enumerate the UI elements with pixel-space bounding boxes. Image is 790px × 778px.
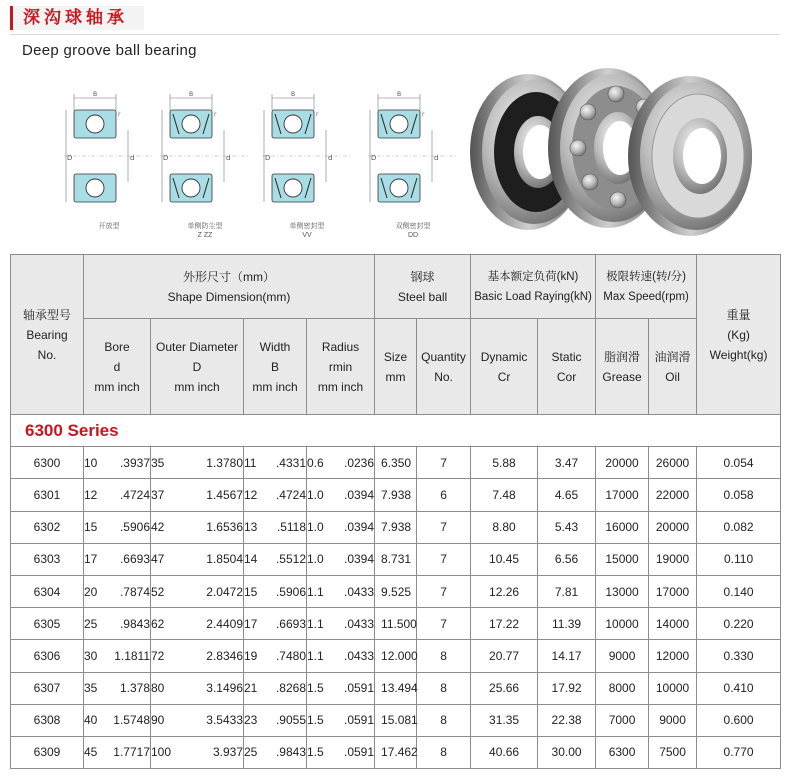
cell-radius: 0.6 .0236 [307, 447, 375, 479]
svg-text:r: r [118, 111, 121, 118]
cell-dynamic: 10.45 [471, 543, 538, 575]
cell-ball-size: 7.938 [375, 479, 417, 511]
col-radius: Radius rmin mm inch [307, 319, 375, 415]
cell-weight: 0.770 [697, 736, 781, 768]
cell-weight: 0.330 [697, 640, 781, 672]
cell-static: 22.38 [538, 704, 596, 736]
svg-text:d: d [226, 154, 231, 162]
cell-ball-quantity: 7 [417, 447, 471, 479]
cell-outer-diameter: 35 1.3780 [151, 447, 244, 479]
cell-ball-quantity: 8 [417, 704, 471, 736]
bearing-section-drawing [368, 90, 458, 220]
cell-dynamic: 31.35 [471, 704, 538, 736]
svg-text:d: d [434, 154, 439, 162]
bearing-photo [468, 62, 768, 244]
cell-outer-diameter: 47 1.8504 [151, 543, 244, 575]
cell-weight: 0.140 [697, 575, 781, 607]
series-row [11, 415, 781, 447]
diagram-shield-type [160, 90, 250, 240]
cell-ball-quantity: 8 [417, 672, 471, 704]
cell-radius: 1.1 .0433 [307, 575, 375, 607]
table-row [11, 640, 781, 672]
cell-ball-size: 7.938 [375, 511, 417, 543]
bearing-section-drawing [160, 90, 250, 220]
cell-grease: 7000 [596, 704, 649, 736]
svg-text:B: B [397, 91, 402, 98]
col-oil: 油润滑 Oil [649, 319, 697, 415]
cell-dynamic: 20.77 [471, 640, 538, 672]
cell-bore: 20 .7874 [84, 575, 151, 607]
cell-bore: 35 1.378 [84, 672, 151, 704]
cell-width: 15 .5906 [244, 575, 307, 607]
svg-text:D: D [371, 154, 377, 162]
col-ball-size: Size mm [375, 319, 417, 415]
cell-dynamic: 8.80 [471, 511, 538, 543]
cell-ball-size: 12.000 [375, 640, 417, 672]
cell-weight: 0.220 [697, 608, 781, 640]
cell-bearing-no: 6309 [11, 736, 84, 768]
cell-grease: 16000 [596, 511, 649, 543]
cell-ball-size: 6.350 [375, 447, 417, 479]
cell-ball-quantity: 6 [417, 479, 471, 511]
svg-text:D: D [67, 154, 73, 162]
svg-text:B: B [189, 91, 194, 98]
table-row [11, 479, 781, 511]
cell-ball-size: 11.500 [375, 608, 417, 640]
svg-text:D: D [163, 154, 169, 162]
col-bore: Bore d mm inch [84, 319, 151, 415]
cell-bearing-no: 6306 [11, 640, 84, 672]
cell-width: 25 .9843 [244, 736, 307, 768]
cell-width: 14 .5512 [244, 543, 307, 575]
table-row [11, 672, 781, 704]
table-row [11, 575, 781, 607]
diagram-caption: 开放型 [98, 223, 120, 230]
cell-ball-size: 8.731 [375, 543, 417, 575]
cell-bearing-no: 6302 [11, 511, 84, 543]
diagram-caption-code: VV [302, 232, 312, 239]
cell-width: 11 .4331 [244, 447, 307, 479]
cell-static: 7.81 [538, 575, 596, 607]
cell-weight: 0.110 [697, 543, 781, 575]
cell-dynamic: 7.48 [471, 479, 538, 511]
cell-width: 19 .7480 [244, 640, 307, 672]
cell-bearing-no: 6301 [11, 479, 84, 511]
cell-width: 23 .9055 [244, 704, 307, 736]
cell-bore: 17 .6693 [84, 543, 151, 575]
cell-dynamic: 12.26 [471, 575, 538, 607]
col-static: Static Cor [538, 319, 596, 415]
cell-radius: 1.0 .0394 [307, 511, 375, 543]
cell-grease: 13000 [596, 575, 649, 607]
cell-oil: 9000 [649, 704, 697, 736]
cell-grease: 9000 [596, 640, 649, 672]
cell-bore: 12 .4724 [84, 479, 151, 511]
col-outer-diameter: Outer Diameter D mm inch [151, 319, 244, 415]
title-divider [10, 34, 780, 35]
cell-weight: 0.058 [697, 479, 781, 511]
cell-bore: 10 .3937 [84, 447, 151, 479]
cell-bearing-no: 6300 [11, 447, 84, 479]
cell-weight: 0.054 [697, 447, 781, 479]
bearing-section-drawing [262, 90, 352, 220]
cell-outer-diameter: 37 1.4567 [151, 479, 244, 511]
cell-static: 6.56 [538, 543, 596, 575]
svg-text:B: B [291, 91, 296, 98]
cell-static: 5.43 [538, 511, 596, 543]
cell-bore: 45 1.7717 [84, 736, 151, 768]
cell-bore: 25 .9843 [84, 608, 151, 640]
cell-radius: 1.1 .0433 [307, 640, 375, 672]
col-weight: 重量 (Kg) Weight(kg) [697, 255, 781, 415]
spec-table [10, 254, 781, 769]
svg-text:D: D [265, 154, 271, 162]
cell-bearing-no: 6303 [11, 543, 84, 575]
cell-radius: 1.0 .0394 [307, 479, 375, 511]
cell-bearing-no: 6305 [11, 608, 84, 640]
cell-outer-diameter: 52 2.0472 [151, 575, 244, 607]
cell-weight: 0.600 [697, 704, 781, 736]
diagram-caption-code: DD [407, 232, 419, 239]
cell-ball-size: 15.081 [375, 704, 417, 736]
col-max-speed: 极限转速(转/分) Max Speed(rpm) [596, 255, 697, 319]
diagram-caption: 单侧密封型 [289, 223, 325, 230]
col-dynamic: Dynamic Cr [471, 319, 538, 415]
bearing-section-drawing [64, 90, 154, 220]
title-tab [10, 6, 144, 30]
table-row [11, 511, 781, 543]
cell-outer-diameter: 100 3.937 [151, 736, 244, 768]
cell-static: 14.17 [538, 640, 596, 672]
cell-oil: 10000 [649, 672, 697, 704]
cell-outer-diameter: 42 1.6536 [151, 511, 244, 543]
svg-text:r: r [214, 111, 217, 118]
cell-oil: 12000 [649, 640, 697, 672]
diagram-double-seal-type [368, 90, 458, 240]
cell-oil: 14000 [649, 608, 697, 640]
cell-radius: 1.5 .0591 [307, 704, 375, 736]
page-subtitle: Deep groove ball bearing [22, 42, 197, 59]
title-bar [0, 0, 790, 36]
cell-dynamic: 17.22 [471, 608, 538, 640]
cell-ball-quantity: 8 [417, 640, 471, 672]
cell-ball-size: 17.462 [375, 736, 417, 768]
cell-oil: 7500 [649, 736, 697, 768]
cell-width: 21 .8268 [244, 672, 307, 704]
cell-static: 17.92 [538, 672, 596, 704]
cell-ball-quantity: 8 [417, 736, 471, 768]
svg-text:d: d [130, 154, 135, 162]
col-steel-ball: 钢球 Steel ball [375, 255, 471, 319]
cell-static: 11.39 [538, 608, 596, 640]
cell-ball-quantity: 7 [417, 543, 471, 575]
cell-grease: 15000 [596, 543, 649, 575]
cell-radius: 1.5 .0591 [307, 672, 375, 704]
cell-bearing-no: 6304 [11, 575, 84, 607]
col-ball-quantity: Quantity No. [417, 319, 471, 415]
cell-oil: 19000 [649, 543, 697, 575]
cell-static: 3.47 [538, 447, 596, 479]
cell-grease: 20000 [596, 447, 649, 479]
cell-ball-size: 13.494 [375, 672, 417, 704]
cell-grease: 6300 [596, 736, 649, 768]
diagram-open-type [64, 90, 154, 240]
table-row [11, 543, 781, 575]
cell-grease: 17000 [596, 479, 649, 511]
cell-width: 13 .5118 [244, 511, 307, 543]
cell-bore: 15 .5906 [84, 511, 151, 543]
svg-text:B: B [93, 91, 98, 98]
cell-outer-diameter: 80 3.1496 [151, 672, 244, 704]
cell-grease: 10000 [596, 608, 649, 640]
cell-width: 12 .4724 [244, 479, 307, 511]
cell-width: 17 .6693 [244, 608, 307, 640]
cell-oil: 26000 [649, 447, 697, 479]
cell-outer-diameter: 62 2.4409 [151, 608, 244, 640]
diagram-caption: 单侧防尘型 [187, 223, 223, 230]
cell-static: 4.65 [538, 479, 596, 511]
cell-bore: 30 1.1811 [84, 640, 151, 672]
cell-weight: 0.410 [697, 672, 781, 704]
col-basic-load: 基本额定负荷(kN) Basic Load Raying(kN) [471, 255, 596, 319]
svg-text:r: r [422, 111, 425, 118]
cell-oil: 20000 [649, 511, 697, 543]
cell-radius: 1.5 .0591 [307, 736, 375, 768]
cell-oil: 17000 [649, 575, 697, 607]
diagram-caption: 双侧密封型 [395, 223, 431, 230]
cell-dynamic: 5.88 [471, 447, 538, 479]
table-row [11, 736, 781, 768]
cell-outer-diameter: 72 2.8346 [151, 640, 244, 672]
cell-radius: 1.0 .0394 [307, 543, 375, 575]
cell-weight: 0.082 [697, 511, 781, 543]
col-grease: 脂润滑 Grease [596, 319, 649, 415]
cell-bore: 40 1.5748 [84, 704, 151, 736]
cell-ball-quantity: 7 [417, 511, 471, 543]
cell-grease: 8000 [596, 672, 649, 704]
cell-outer-diameter: 90 3.5433 [151, 704, 244, 736]
series-label: 6300 Series [11, 415, 781, 447]
col-width: Width B mm inch [244, 319, 307, 415]
cell-ball-quantity: 7 [417, 608, 471, 640]
diagram-single-seal-type [262, 90, 352, 240]
cell-ball-quantity: 7 [417, 575, 471, 607]
cell-bearing-no: 6308 [11, 704, 84, 736]
table-row [11, 704, 781, 736]
col-shape-dimension: 外形尺寸（mm） Shape Dimension(mm) [84, 255, 375, 319]
cell-bearing-no: 6307 [11, 672, 84, 704]
cell-dynamic: 40.66 [471, 736, 538, 768]
cell-dynamic: 25.66 [471, 672, 538, 704]
diagram-caption-code: Z ZZ [197, 232, 213, 239]
table-row [11, 447, 781, 479]
cell-radius: 1.1 .0433 [307, 608, 375, 640]
cell-ball-size: 9.525 [375, 575, 417, 607]
table-row [11, 608, 781, 640]
cell-static: 30.00 [538, 736, 596, 768]
page-title: 深沟球轴承 [23, 8, 128, 27]
svg-text:r: r [316, 111, 319, 118]
svg-text:d: d [328, 154, 333, 162]
cell-oil: 22000 [649, 479, 697, 511]
col-bearing-no: 轴承型号 Bearing No. [11, 255, 84, 415]
